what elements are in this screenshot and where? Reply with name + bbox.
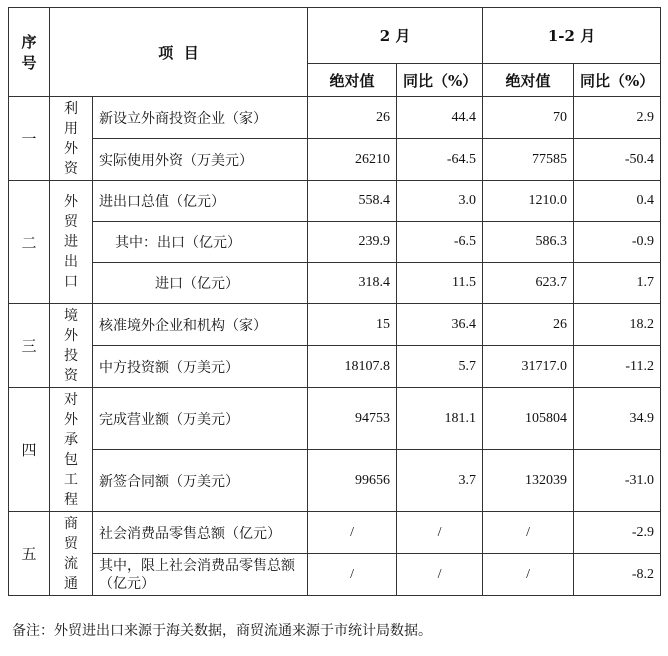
ytd-yoy-cell: -50.4 [574, 139, 661, 181]
ytd-yoy-cell: 2.9 [574, 97, 661, 139]
feb-abs-cell: 239.9 [308, 222, 397, 263]
feb-yoy-cell: / [397, 554, 483, 596]
feb-yoy-cell: 3.0 [397, 181, 483, 222]
stats-table [8, 7, 661, 596]
header-feb-yoy: 同比（%） [397, 64, 483, 97]
header-seq [9, 8, 50, 97]
group-seq: 五 [9, 512, 50, 596]
ytd-abs-cell: 70 [483, 97, 574, 139]
row-item: 中方投资额（万美元） [93, 346, 308, 388]
feb-yoy-cell: -64.5 [397, 139, 483, 181]
row-item: 新签合同额（万美元） [93, 450, 308, 512]
feb-yoy-cell: 36.4 [397, 304, 483, 346]
group-category: 利 用 外 资 [50, 97, 93, 181]
row-item: 社会消费品零售总额（亿元） [93, 512, 308, 554]
feb-abs-cell: / [308, 554, 397, 596]
feb-yoy-cell: -6.5 [397, 222, 483, 263]
row-item: 进出口总值（亿元） [93, 181, 308, 222]
feb-yoy-cell: 5.7 [397, 346, 483, 388]
header-feb-abs: 绝对值 [308, 64, 397, 97]
ytd-yoy-cell: 34.9 [574, 388, 661, 450]
header-ytd-yoy: 同比（%） [574, 64, 661, 97]
feb-abs-cell: / [308, 512, 397, 554]
feb-abs-cell: 318.4 [308, 263, 397, 304]
ytd-abs-cell: / [483, 554, 574, 596]
group-category: 对 外 承 包 工 程 [50, 388, 93, 512]
ytd-abs-cell: 586.3 [483, 222, 574, 263]
row-item: 实际使用外资（万美元） [93, 139, 308, 181]
ytd-yoy-cell: 18.2 [574, 304, 661, 346]
row-item: 新设立外商投资企业（家） [93, 97, 308, 139]
header-item: 项 目 [50, 8, 308, 97]
group-category: 外 贸 进 出 口 [50, 181, 93, 304]
ytd-abs-cell: 623.7 [483, 263, 574, 304]
feb-yoy-cell: 11.5 [397, 263, 483, 304]
ytd-abs-cell: 26 [483, 304, 574, 346]
row-item: 完成营业额（万美元） [93, 388, 308, 450]
header-ytd-abs: 绝对值 [483, 64, 574, 97]
feb-abs-cell: 99656 [308, 450, 397, 512]
ytd-abs-cell: 105804 [483, 388, 574, 450]
ytd-abs-cell: 1210.0 [483, 181, 574, 222]
feb-abs-cell: 26210 [308, 139, 397, 181]
ytd-yoy-cell: 1.7 [574, 263, 661, 304]
feb-abs-cell: 15 [308, 304, 397, 346]
group-seq: 一 [9, 97, 50, 181]
header-janfeb: 1-2 月 [483, 8, 661, 64]
ytd-abs-cell: / [483, 512, 574, 554]
ytd-abs-cell: 132039 [483, 450, 574, 512]
feb-abs-cell: 18107.8 [308, 346, 397, 388]
feb-yoy-cell: / [397, 512, 483, 554]
row-item: 其中，限上社会消费品零售总额（亿元） [93, 554, 308, 596]
feb-abs-cell: 94753 [308, 388, 397, 450]
feb-yoy-cell: 44.4 [397, 97, 483, 139]
row-item: 其中：出口（亿元） [93, 222, 308, 263]
feb-abs-cell: 558.4 [308, 181, 397, 222]
ytd-abs-cell: 77585 [483, 139, 574, 181]
row-item: 核准境外企业和机构（家） [93, 304, 308, 346]
row-item: 进口（亿元） [93, 263, 308, 304]
ytd-yoy-cell: -8.2 [574, 554, 661, 596]
header-seq-text: 序 号 [21, 33, 37, 72]
header-feb: 2 月 [308, 8, 483, 64]
ytd-yoy-cell: 0.4 [574, 181, 661, 222]
footnote: 备注：外贸进出口来源于海关数据，商贸流通来源于市统计局数据。 [12, 623, 432, 639]
ytd-yoy-cell: -11.2 [574, 346, 661, 388]
feb-yoy-cell: 3.7 [397, 450, 483, 512]
group-category: 境 外 投 资 [50, 304, 93, 388]
group-seq: 二 [9, 181, 50, 304]
group-category: 商 贸 流 通 [50, 512, 93, 596]
group-seq: 三 [9, 304, 50, 388]
ytd-yoy-cell: -0.9 [574, 222, 661, 263]
group-seq: 四 [9, 388, 50, 512]
ytd-yoy-cell: -31.0 [574, 450, 661, 512]
feb-yoy-cell: 181.1 [397, 388, 483, 450]
feb-abs-cell: 26 [308, 97, 397, 139]
ytd-yoy-cell: -2.9 [574, 512, 661, 554]
ytd-abs-cell: 31717.0 [483, 346, 574, 388]
